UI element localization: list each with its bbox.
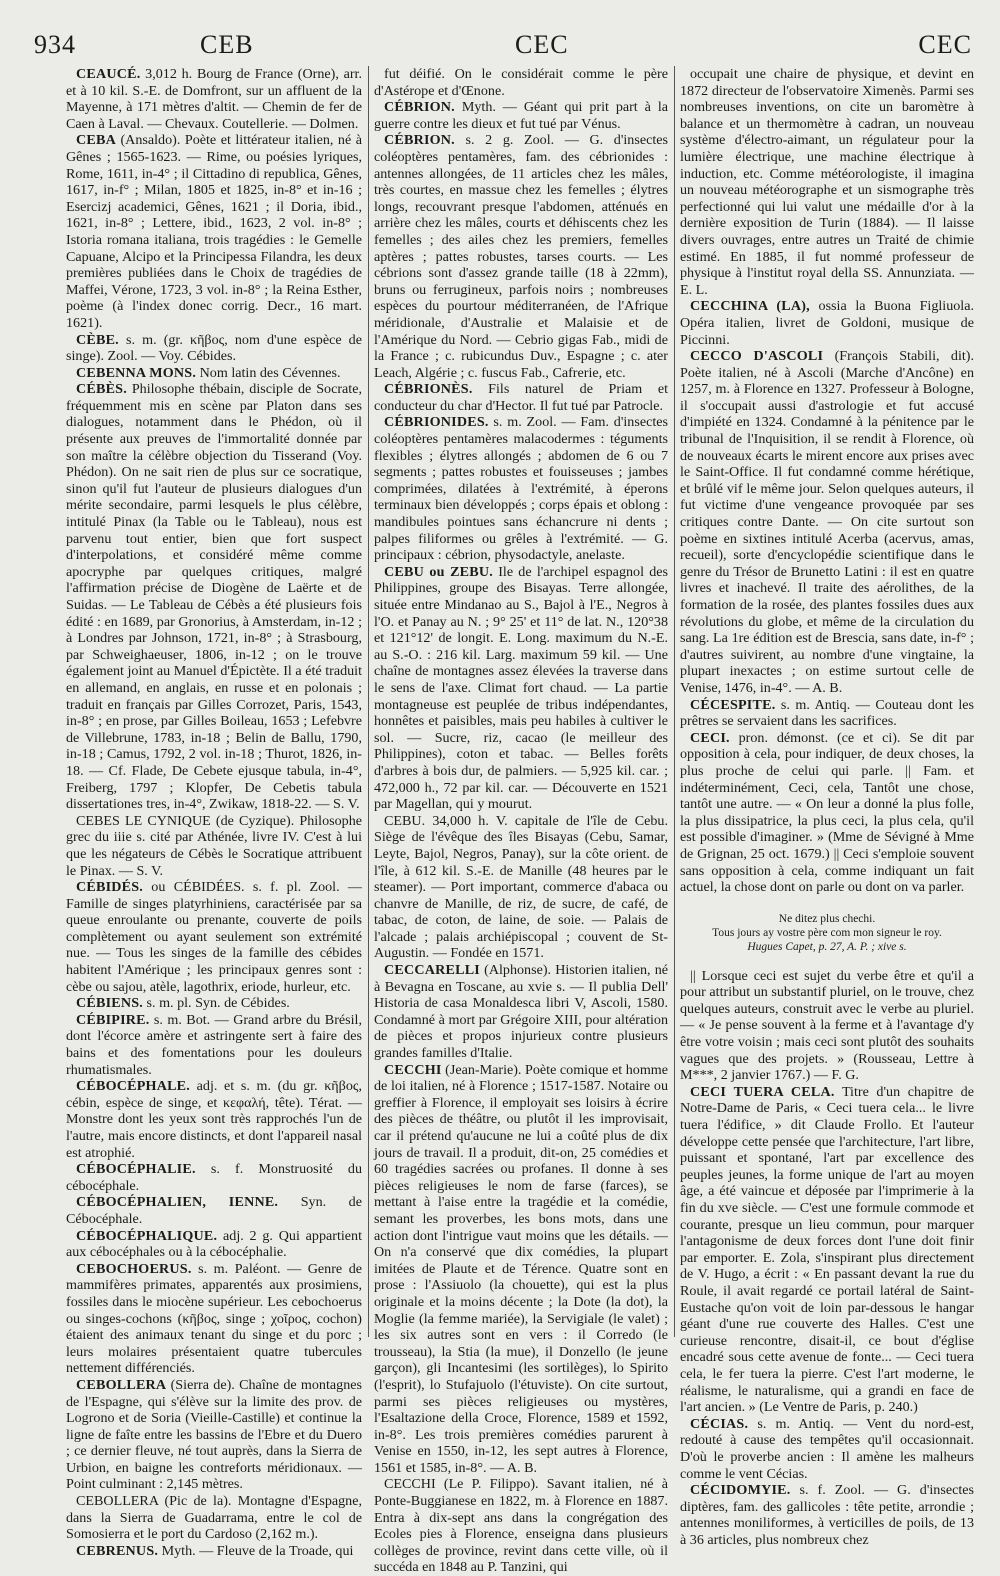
entry-headword: CEBENNA MONS. <box>76 364 197 381</box>
entry-headword: CEBU ou ZEBU. <box>384 563 493 580</box>
entry-text: s. f. Zool. — G. d'insectes diptères, fam. des gallicoles : tête petite, arrondie ; antennes moniliformes, à verticilles de poils, de 13 à 36 articles, plus nombreux chez <box>680 1482 974 1548</box>
column-rule <box>368 66 369 1337</box>
dictionary-entry <box>374 99 668 132</box>
entry-headword: CEBOCHOERUS. <box>76 1260 192 1277</box>
dictionary-entry <box>66 1543 362 1560</box>
entry-headword: CECCO D'ASCOLI <box>690 348 824 365</box>
entry-text: Myth. — Fleuve de la Troade, qui <box>158 1542 354 1559</box>
entry-text: (Sierra de). Chaîne de montagnes de l'Espagne, qui s'élève sur la limite des prov. de Logrono et de Soria (Vieille-Castille) et continue la ligne de faîte entre les bassins de l'Ebre et du Duero ; ce dernier fleuve, né tout auprès, dans la Sierra de Urbion, en baigne les contreforts méridionaux. — Point culminant : 2,145 mètres. <box>66 1376 362 1493</box>
dictionary-entry <box>680 697 974 730</box>
dictionary-entry <box>374 381 668 414</box>
entry-text: s. m. Paléont. — Genre de mammifères primates, apparentés aux prosimiens, fossiles dans le miocène supérieur. Les cebochoerus ou singes-cochons (κῆβος, singe ; χοῖρος, cochon) étaient des animaux tenant du singe et du porc ; leurs molaires présentaient quatre tubercules nettement différenciés. <box>66 1260 362 1377</box>
dictionary-entry <box>374 1476 668 1576</box>
entry-headword: CECI. <box>690 729 730 746</box>
dictionary-entry <box>680 298 974 348</box>
dictionary-entry <box>66 1012 362 1078</box>
entry-text: CEBES LE CYNIQUE (de Cyzique). Philosophe grec du iiie s. cité par Athénée, livre IV. C'est à lui que les négateurs de Cébès le Socratique attribuent le Pinax. — S. V. <box>66 812 362 879</box>
dictionary-entry <box>374 564 668 813</box>
dictionary-entry <box>66 1078 362 1161</box>
entry-headword: CECCARELLI <box>384 962 480 979</box>
dictionary-entry <box>66 381 362 812</box>
entry-headword: CEBRENUS. <box>76 1542 159 1559</box>
entry-text: (Alphonse). Historien italien, né à Bevagna en Toscane, au xvie s. — Il publia Dell' Historia de casa Monaldesca libri V, Ascoli, 1580. Condamné à mort par Grégoire XIII, pour altération de pièces et propos injurieux contre plusieurs grandes familles d'Italie. <box>374 962 668 1062</box>
entry-headword: CÉCIDOMYIE. <box>690 1482 791 1499</box>
entry-headword: CÉBRIONIDES. <box>384 414 489 431</box>
entry-headword: CÉCIAS. <box>690 1415 749 1432</box>
entry-headword: CÉBIPIRE. <box>76 1011 150 1028</box>
entry-headword: CÉBRION. <box>384 99 455 116</box>
entry-text: s. m. Antiq. — Vent du nord-est, redouté à cause des tempêtes qu'il occasionnait. D'où le proverbe ancien : Il amène les malheurs comme le vent Cécias. <box>680 1415 974 1482</box>
entry-text: s. m. Antiq. — Couteau dont les prêtres se servaient dans les sacrifices. <box>680 696 974 730</box>
running-head-right: CEC <box>918 30 972 59</box>
entry-text: (Jean-Marie). Poète comique et homme de loi italien, né à Florence ; 1517-1587. Notaire ou greffier à Florence, il employait ses loisirs à écrire des pièces de théâtre, ou plutôt il les improvisait, car il prétend qu'aucune ne lui a coûté plus de dix jours de travail. Il a produit, dit-on, 25 comédies et 60 tragédies sacrées ou profanes. Il donne à ses pièces religieuses le nom de farse (farces), se mettant à l'aise entre la tragédie et la comédie, semant les proverbes, les bons mots, dans une action dont l'intrigue vaut moins que les détails. — On n'a conservé que dix comédies, la plupart imitées de Plaute et de Térence. Quatre sont en prose : l'Assiuolo (la chouette), qui est la plus originale et la moins décente ; la Dote (la dot), la Moglie (la femme mariée), la Servigiale (le valet) ; les six autres sont en vers : il Corredo (le trousseau), la Stia (la mue), il Donzello (le jeune garçon), gli Incantesimi (les sortilèges), lo Spirito (l'esprit), lo Stufajuolo (l'étuviste). On cite surtout, parmi ses pièces religieuses ou mystères, l'Esaltazione della Croce, Florence, 1589 et 1592, in-8°. Les trois premières comédies parurent à Venise en 1550, in-12, les sept autres à Florence, 1561 et 1585, in-8°. — A. B. <box>374 1061 668 1476</box>
dictionary-entry <box>680 968 974 1084</box>
quote-line: Ne ditez plus chechi. <box>778 912 876 925</box>
dictionary-entry <box>66 66 362 132</box>
column-left <box>66 66 362 1559</box>
dictionary-entry <box>66 332 362 365</box>
entry-headword: CEBA <box>76 132 116 149</box>
dictionary-entry <box>66 995 362 1012</box>
entry-headword: CECCHINA (LA), <box>690 298 810 315</box>
entry-headword: CÉCESPITE. <box>690 696 776 713</box>
entry-text: s. m. (gr. κῆβος, nom d'une espèce de singe). Zool. — Voy. Cébides. <box>66 331 362 365</box>
entry-text: CEBU. 34,000 h. V. capitale de l'île de Cebu. Siège de l'évêque des îles Bisayas (Cebu, Samar, Leyte, Bajol, Negros, Panay), sur la côte orient. de l'île, à 612 kil. S.-E. de Manille (48 heures par le steamer). — Port important, commerce d'abaca ou chanvre de Manille, de riz, de sucre, de café, de tabac, de coton, de laine, de soie. — Palais de l'alcade ; palais archiépiscopal ; couvent de St-Augustin. — Fondée en 1571. <box>374 812 668 962</box>
dictionary-entry <box>374 66 668 99</box>
column-rule <box>674 66 675 1337</box>
entry-headword: CÉBOCÉPHALE. <box>76 1078 190 1095</box>
dictionary-entry <box>66 365 362 382</box>
quote-source: Hugues Capet, p. 27, A. P. ; xive s. <box>747 940 907 953</box>
dictionary-entry <box>66 1377 362 1493</box>
entry-text: ou CÉBIDÉES. s. f. pl. Zool. — Famille de singes platyrhiniens, caractérisée par sa queue enroulante ou prenante, couverte de poils complètement ou ayant seulement son extrémité nue. — Tous les singes de la famille des cébides habitent l'Amérique ; les principaux genres sont : cèbe ou sajou, atèle, lagothrix, eriode, hurleur, etc. <box>66 879 362 995</box>
entry-text: s. m. pl. Syn. de Cébides. <box>143 995 290 1012</box>
dictionary-entry <box>66 879 362 995</box>
entry-headword: CECCHI <box>384 1061 442 1078</box>
entry-text: s. f. Monstruosité du cébocéphale. <box>66 1161 362 1194</box>
entry-text: Fils naturel de Priam et conducteur du char d'Hector. Il fut tué par Patrocle. <box>374 381 668 414</box>
entry-headword: CÉBIENS. <box>76 995 144 1012</box>
entry-headword: CECI TUERA CELA. <box>690 1083 835 1100</box>
page-number: 934 <box>34 30 76 59</box>
entry-text: Nom latin des Cévennes. <box>196 364 341 381</box>
dictionary-entry <box>374 1062 668 1477</box>
running-head-middle: CEC <box>515 30 569 59</box>
dictionary-entry <box>66 1161 362 1194</box>
entry-text: (Ansaldo). Poète et littérateur italien, né à Gênes ; 1565-1623. — Rime, ou poésies lyriques, Rome, 1611, in-4° ; il Cittadino di republica, Gênes, 1617, in-f° ; Milan, 1805 et 1825, in-8° et in-16 ; Esercizj academici, Gênes, 1621 ; il Doria, ibid., 1621, in-8° ; Lettere, ibid., 1623, 2 vol. in-8° ; Istoria romana italiana, trois tragédies : le Gemelle Capuane, Alcipo et la Principessa Filandra, les deux premières publiées dans le Choix de tragédies de Maffei, Vérone, 1723, 3 vol. in-8° ; la Reina Esther, poème (à l'index donec corrig. Decr., 16 mart. 1621). <box>66 132 362 331</box>
dictionary-entry <box>374 132 668 381</box>
column-right <box>680 66 974 1548</box>
dictionary-entry <box>680 730 974 896</box>
entry-text: Philosophe thébain, disciple de Socrate, fréquemment mis en scène par Platon dans ses dialogues, notamment dans le Phédon, où il présente aux preuves de l'immortalité donnée par son maître la célèbre objection du Tisserand (Voy. Phédon). On ne sait rien de plus sur ce socratique, sinon qu'il fut l'auteur de plusieurs dialogues d'un mérite secondaire, parmi lesquels le plus célèbre, intitulé Pinax (la Table ou le Tableau), nous est parvenu tout entier, bien que fort suspect d'interpolations, et considéré même comme apocryphe par quelques critiques, malgré l'affirmation précise de Diogène de Laërte et de Suidas. — Le Tableau de Cébès a été plusieurs fois édité : en 1689, par Gronorius, à Amsterdam, in-12 ; à Londres par Johnson, 1721, in-8° ; à Strasbourg, par Schweighaeuser, 1806, in-12 ; on le trouve également joint au Manuel d'Épictète. Il a été traduit en allemand, en anglais, en russe et en polonais ; traduit en français par Gilles Corrozet, Paris, 1543, in-8° ; en prose, par Gilles Boileau, 1653 ; Lefebvre de Villebrune, 1783, in-18 ; Belin de Ballu, 1790, in-18 ; Camus, 1792, 2 vol. in-18 ; Thurot, 1826, in-18. — Cf. Flade, De Cebete ejusque tabula, in-4°, Freiberg, 1797 ; Klopfer, De Cebetis tabula dissertationes tres, in-4°, Zwikaw, 1818-22. — S. V. <box>66 381 362 813</box>
entry-text: 3,012 h. Bourg de France (Orne), arr. et à 10 kil. S.-E. de Domfront, sur un affluent de la Mayenne, à 171 mètres d'altit. — Chemin de fer de Caen à Laval. — Chevaux. Coutellerie. — Dolmen. <box>66 66 362 132</box>
dictionary-entry <box>374 962 668 1062</box>
dictionary-entry <box>680 1084 974 1416</box>
entry-text: s. m. Bot. — Grand arbre du Brésil, dont l'écorce amère et astringente sert à faire des bains et des fomentations pour les douleurs rhumatismales. <box>66 1011 362 1078</box>
entry-text: occupait une chaire de physique, et devint en 1872 directeur de l'observatoire Ximenès. Parmi ses nombreuses inventions, on cite un baromètre à balance et un thermomètre à cadran, un nouveau système d'électro-aimant, un régulateur pour la lumière électrique, une machine électrique à induction, etc. Comme météorologiste, il imagina un nouveau météorographe et un sismographe très perfectionné qui lui valut une médaille d'or à la dernière exposition de Turin (1884). — Il laisse divers ouvrages, entre autres un Traité de chimie estimé. En 1885, il fut nommé professeur de physique à l'institut royal della SS. Annunziata. — E. L. <box>680 66 974 298</box>
dictionary-entry <box>66 132 362 331</box>
entry-headword: CÉBIDÉS. <box>76 879 144 896</box>
entry-text: adj. 2 g. Qui appartient aux cébocéphales ou à la cébocéphalie. <box>66 1227 362 1261</box>
dictionary-entry <box>374 813 668 962</box>
page-header <box>34 30 972 60</box>
quotation-block <box>680 912 974 954</box>
dictionary-entry <box>374 414 668 563</box>
entry-text: Ile de l'archipel espagnol des Philippines, groupe des Bisayas. Terre allongée, située entre Mindanao au S., Bajol à l'E., Negros à l'O. et Panay au N. ; 9° 25' et 11° de lat. N., 120°38 et 121°12' de longit. E. Long. maximum du N.-E. au S.-O. : 216 kil. Larg. maximum 59 kil. — Une chaîne de montagnes assez élevées la traverse dans le sens de l'axe. Climat fort chaud. — La partie montagneuse est peuplée de tribus indépendantes, honnêtes et paisibles, mais peu habiles à cultiver le sol. — Sucre, riz, cacao (le meilleur des Philippines), coton et tabac. — Belles forêts d'arbres à bois dur, de palmiers. — 5,925 kil. car. ; 472,000 h., 72 par kil. car. — Découverte en 1521 par Magellan, qui y mourut. <box>374 563 669 813</box>
entry-text: adj. et s. m. (du gr. κῆβος, cébin, espèce de singe, et κεφαλή, tête). Térat. — Monstre dont les yeux sont très rapprochés l'un de l'autre, mais encore distincts, et dont l'appareil nasal est atrophié. <box>66 1078 362 1161</box>
dictionary-entry <box>66 1194 362 1227</box>
entry-headword: CÉBOCÉPHALIE. <box>76 1161 196 1178</box>
column-middle <box>374 66 669 1576</box>
entry-headword: CÉBRION. <box>384 132 455 149</box>
entry-headword: CÉBOCÉPHALIQUE. <box>76 1227 218 1244</box>
entry-text: s. m. Zool. — Fam. d'insectes coléoptères pentamères malacodermes : téguments flexibles ; élytres allongés ; abdomen de 6 ou 7 segments ; pattes robustes et fouisseuses ; jambes comprimées, dilatées à l'extrémité, à éperons terminaux bien développés ; corps épais et oblong : mandibules pointues sans échancrure ni dents ; palpes filiformes ou grêles à l'extrémité. — G. principaux : cébrion, physodactyle, anelaste. <box>374 414 668 564</box>
dictionary-entry <box>66 1228 362 1261</box>
entry-text: s. 2 g. Zool. — G. d'insectes coléoptères pentamères, fam. des cébrionides : antennes allongées, de 11 articles chez les mâles, très courtes, en massue chez les femelles ; élytres longs, recouvrant presque l'abdomen, atténués en arrière chez les mâles, courts et déhiscents chez les femelles ; des ailes chez les premiers, femelles aptères ; pattes robustes, tarses courts. — Les cébrions sont d'assez grande taille (18 à 22mm), bruns ou ferrugineux, parfois noirs ; nombreuses espèces du pourtour méditerranéen, de l'Afrique méridionale, d'Australie et Malaisie et de l'Amérique du Nord. — Cebrio gigas Fab., midi de la France ; c. rubicundus Duv., Espagne ; c. ater Leach, Algérie ; c. fuscus Fab., Cafrerie, etc. <box>374 132 668 381</box>
entry-text: Titre d'un chapitre de Notre-Dame de Paris, « Ceci tuera cela... le livre tuera l'édifice, » dit Claude Frollo. Et l'auteur développe cette pensée que l'architecture, l'art libre, puissant et spontané, l'art par excellence des peuples jeunes, la forme unique de l'art au moyen âge, a été vaincue et déposée par l'imprimerie à la fin du xve siècle. — C'est une formule commode et courante, presque un lieu commun, pour marquer l'antagonisme de deux forces dont l'une doit finir par emporter. E. Zola, s'inspirant plus directement de V. Hugo, a écrit : « En passant devant la rue du Roule, il avait regardé ce portail latéral de Saint-Eustache qu'on voit de loin par-dessous le hangar géant d'une rue couverte des Halles. C'est une curieuse rencontre, disait-il, ce bout d'église encadré sous cette avenue de fonte... — Ceci tuera cela, le fer tuera la pierre. C'est l'art moderne, le réalisme, le naturalisme, qui a grandi en face de l'art ancien. » (Le Ventre de Paris, p. 240.) <box>680 1083 974 1416</box>
entry-headword: CÉBÈS. <box>76 381 127 398</box>
dictionary-entry <box>66 1261 362 1377</box>
entry-text: ossia la Buona Figliuola. Opéra italien, livret de Goldoni, musique de Piccinni. <box>680 298 974 348</box>
entry-text: CEBOLLERA (Pic de la). Montagne d'Espagne, dans la Sierra de Guadarrama, entre le col de Somosierra et le port du Cardoso (2,162 m.). <box>66 1493 362 1543</box>
dictionary-entry <box>66 1493 362 1543</box>
entry-text: || Lorsque ceci est sujet du verbe être et qu'il a pour attribut un substantif pluriel, on le trouve, chez quelques auteurs, construit avec le verbe au pluriel. — « Je pense souvent à la ferme et à l'avantage d'y être votre voisin ; mais ceci sont plutôt des souhaits vagues que des projets. » (Rousseau, Lettre à M***, 2 janvier 1767.) — F. G. <box>680 967 974 1084</box>
entry-headword: CEAUCÉ. <box>76 66 141 82</box>
entry-text: fut déifié. On le considérait comme le père d'Astérope et d'Œnone. <box>374 66 668 99</box>
dictionary-entry <box>680 1416 974 1482</box>
entry-text: pron. démonst. (ce et ci). Se dit par opposition à cela, pour indiquer, de deux choses, la plus proche de celui qui parle. || Fam. et indéterminément, Ceci, cela, Tantôt une chose, tantôt une autre. — « On leur a donné la plus folle, la plus dissipatrice, la plus ceci, la plus cela, qu'il est possible d'imaginer. » (Mme de Sévigné à Mme de Grignan, 25 oct. 1679.) || Ceci s'emploie souvent sans opposition à cela, comme indiquant un fait actuel, la chose dont on parle ou dont on va parler. <box>680 729 974 896</box>
quote-line: Tous jours ay vostre père com mon signeur le roy. <box>712 926 942 939</box>
entry-text: Myth. — Géant qui prit part à la guerre contre les dieux et fut tué par Vénus. <box>374 99 668 132</box>
entry-text: CECCHI (Le P. Filippo). Savant italien, né à Ponte-Buggianese en 1822, m. à Florence en 1887. Entra à dix-sept ans dans la congrégation des Ecoles pies à Florence, enseigna dans plusieurs collèges de province, revint dans cette ville, où il succéda en 1848 au P. Tanzini, qui <box>374 1476 668 1576</box>
entry-headword: CÉBRIONÈS. <box>384 381 473 398</box>
entry-text: (François Stabili, dit). Poète italien, né à Ascoli (Marche d'Ancône) en 1257, m. à Florence en 1327. Professeur à Bologne, il s'occupait aussi d'astrologie et fut accusé d'impiété en 1324. Condamné à la pénitence par le tribunal de l'Inquisition, il se rendit à Florence, où de nouveaux écarts le mirent encore aux prises avec le Saint-Office. Il fut condamné comme hérétique, et brûlé vif le même jour. Selon quelques auteurs, il fut victime d'une vengeance provoquée par ses critiques contre Dante. — On cite surtout son poème en sixtines intitulé Acerba (acervus, amas, recueil), sorte d'encyclopédie scientifique dans le genre du Trésor de Brunetto Latini : il est en quatre livres et inachevé. Il traite des aérolithes, de la formation de la rosée, des plantes fossiles dues aux révolutions du globe, et même de la circulation du sang. La 1re édition est de Brescia, sans date, in-f° ; d'autres suivirent, au nombre d'une vingtaine, la plupart inexactes ; on estime surtout celle de Venise, 1476, in-4°. — A. B. <box>680 348 974 696</box>
running-head-left: CEB <box>200 30 254 59</box>
entry-headword: CEBOLLERA <box>76 1376 167 1393</box>
dictionary-entry <box>66 813 362 879</box>
dictionary-entry <box>680 348 974 696</box>
entry-headword: CÉBOCÉPHALIEN, IENNE. <box>76 1194 279 1211</box>
entry-text: Syn. de Cébocéphale. <box>66 1194 362 1227</box>
entry-headword: CÈBE. <box>76 331 119 348</box>
dictionary-entry <box>680 1482 974 1548</box>
dictionary-entry <box>680 66 974 298</box>
